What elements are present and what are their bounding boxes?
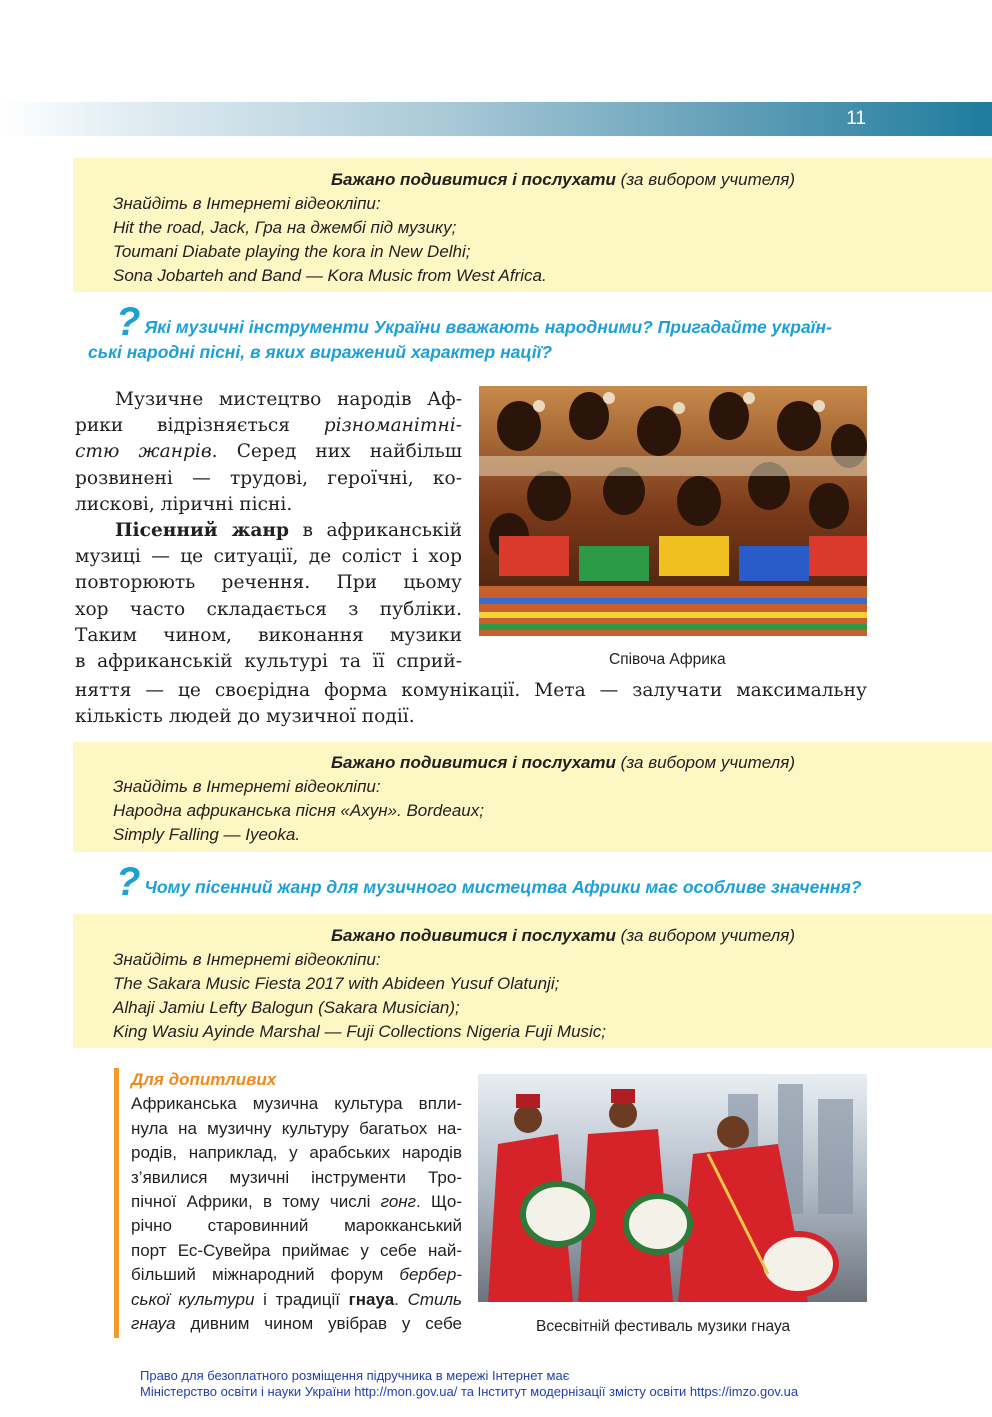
watch-listen-title: Бажано подивитися і послухати (за вибором учителя): [331, 926, 795, 945]
text-line: Музичне мистецтво народів Аф-: [115, 389, 462, 410]
watch-listen-box-1: [73, 158, 992, 292]
video-clip-item: Toumani Diabate playing the kora in New Delhi;: [113, 242, 471, 261]
text-line: річно старовинний марокканський: [131, 1216, 462, 1236]
question-2: ? Чому пісенний жанр для музичного мистецтва Африки має особливе значення?: [116, 860, 862, 904]
video-clip-item: The Sakara Music Fiesta 2017 with Abideen Yusuf Olatunji;: [113, 974, 560, 993]
video-clip-item: King Wasiu Ayinde Marshal — Fuji Collections Nigeria Fuji Music;: [113, 1022, 607, 1041]
photo-gnaoua-festival: [478, 1074, 867, 1302]
watch-listen-title: Бажано подивитися і послухати (за вибором учителя): [331, 170, 795, 189]
text-line: нула на музичну культуру багатьох на-: [131, 1118, 462, 1138]
text-line: родів, наприклад, у арабських народів: [131, 1143, 462, 1163]
question-mark-icon: ?: [116, 860, 141, 904]
text-line: пічної Африки, в тому числі гонг. Що-: [131, 1192, 463, 1212]
text-line: гнауа дивним чином увібрав у себе: [131, 1314, 462, 1334]
header-band: [0, 102, 992, 136]
photo-caption-gnaoua-festival: Всесвітній фестиваль музики гнауа: [536, 1318, 791, 1335]
text-line: Таким чином, виконання музики: [75, 624, 462, 646]
text-line: хор часто складається з публіки.: [75, 598, 462, 620]
text-line: Пісенний жанр в африканській: [115, 520, 462, 542]
text-line: стю жанрів. Серед них найбільш: [75, 441, 463, 463]
for-the-curious-box: [114, 1068, 462, 1338]
watch-listen-box-2: [73, 742, 992, 852]
text-line: розвинені — трудові, героїчні, ко-: [75, 467, 462, 489]
text-line: більший міжнародний форум бербер-: [131, 1265, 462, 1285]
choir-photo-illustration: [479, 386, 867, 636]
watch-listen-title: Бажано подивитися і послухати (за вибором учителя): [331, 753, 795, 772]
video-clip-item: Simply Falling — Iyeoka.: [113, 825, 301, 844]
video-clip-item: Sona Jobarteh and Band — Kora Music from West Africa.: [113, 266, 547, 285]
text-line: лискові, ліричні пісні.: [75, 493, 293, 515]
video-clip-item: Hit the road, Jack, Гра на джембі під музику;: [113, 218, 457, 237]
paragraph-genres: [75, 387, 462, 675]
paragraph-communication: [75, 678, 867, 730]
curious-title: Для допитливих: [131, 1070, 277, 1089]
festival-photo-illustration: [478, 1074, 867, 1302]
text-line: з’явилися музичні інструменти Тро-: [131, 1167, 462, 1187]
footer-line: Міністерство освіти і науки України http://mon.gov.ua/ та Інститут модернізації змісту освіти https://imzo.gov.ua: [140, 1384, 799, 1399]
page-number: 11: [846, 108, 866, 129]
box-line: Знайдіть в Інтернеті відеокліпи:: [113, 777, 381, 796]
text-line: повторюють речення. При цьому: [75, 572, 462, 594]
photo-singing-africa: [479, 386, 867, 636]
text-line: кількість людей до музичної події.: [75, 706, 415, 728]
text-line: Африканська музична культура впли-: [131, 1094, 462, 1114]
video-clip-item: Народна африканська пісня «Ахун». Bordeaux;: [113, 801, 484, 820]
box-line: Знайдіть в Інтернеті відеокліпи:: [113, 194, 381, 213]
text-line: порт Ес-Сувейра приймає у себе най-: [131, 1240, 462, 1260]
watch-listen-box-3: [73, 914, 992, 1048]
text-line: ської культури і традиції гнауа. Стиль: [131, 1289, 462, 1309]
text-line: музиці — це ситуації, де соліст і хор: [75, 546, 462, 568]
text-line: няття — це своєрідна форма комунікації. Мета — залучати максимальну: [75, 680, 867, 701]
text-line: в африканській культурі та її сприй-: [75, 651, 462, 673]
video-clip-item: Alhaji Jamiu Lefty Balogun (Sakara Musician);: [113, 998, 460, 1017]
footer-copyright: [140, 1368, 798, 1400]
question-1: ? Які музичні інструменти України вважають народними? Пригадайте україн- ські народні пісні, в яких виражений характер нації?: [88, 300, 832, 362]
box-line: Знайдіть в Інтернеті відеокліпи:: [113, 950, 381, 969]
text-line: рики відрізняється різноманітні-: [75, 415, 462, 437]
photo-caption-singing-africa: Співоча Африка: [609, 651, 726, 668]
footer-line: Право для безоплатного розміщення підручника в мережі Інтернет має: [140, 1368, 570, 1383]
question-mark-icon: ?: [116, 300, 141, 344]
